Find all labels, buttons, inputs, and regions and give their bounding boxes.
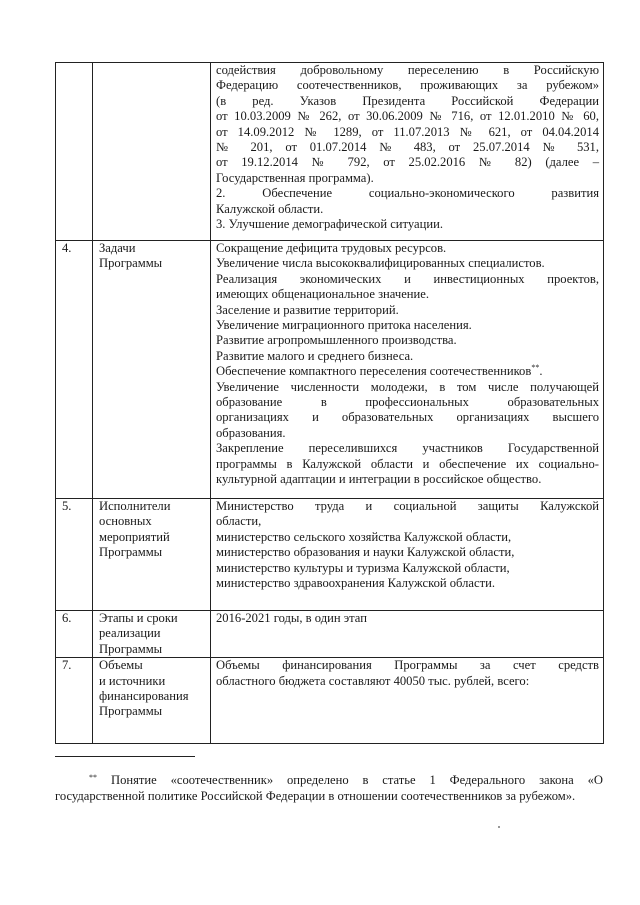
content-line (216, 349, 599, 364)
row-number: 6. (56, 611, 93, 658)
content-text: организациях и образовательных организациях высшего (216, 410, 599, 425)
row-content (211, 63, 604, 241)
content-text: министерство сельского хозяйства Калужской области, (216, 529, 512, 544)
content-line (216, 78, 599, 93)
content-line (216, 94, 599, 109)
content-text: Заселение и развитие территорий. (216, 302, 399, 317)
row-label (93, 611, 211, 658)
content-text: от 10.03.2009 № 262, от 30.06.2009 № 716, от 12.01.2010 № 60, (216, 109, 599, 124)
program-passport-table (55, 62, 604, 744)
content-line (216, 395, 599, 410)
content-text: Увеличение численности молодежи, в том числе получающей (216, 379, 599, 394)
row-number: 4. (56, 241, 93, 499)
content-text: Объемы финансирования Программы за счет средств (216, 658, 599, 673)
row-label-line: Программы (99, 256, 163, 271)
content-line (216, 186, 599, 201)
content-line (216, 514, 599, 529)
content-text: от 19.12.2014 № 792, от 25.02.2016 № 82) (далее – (216, 155, 599, 170)
content-text: министерство здравоохранения Калужской области. (216, 576, 496, 591)
content-text: № 201, от 01.07.2014 № 483, от 25.07.2014 № 531, (216, 140, 599, 155)
content-text: образование в профессиональных образовательных (216, 395, 599, 410)
content-line (216, 530, 599, 545)
content-text: Развитие малого и среднего бизнеса. (216, 348, 414, 363)
content-text: министерство образования и науки Калужской области, (216, 545, 515, 560)
content-text: Государственная программа). (216, 170, 374, 185)
content-text: содействия добровольному переселению в Российскую (216, 63, 599, 77)
content-text: Обеспечение компактного переселения соотечественников (216, 364, 532, 379)
footnote-mark: ** (89, 773, 97, 782)
content-line (216, 545, 599, 560)
content-text: областного бюджета составляют 40050 тыс. рублей, всего: (216, 673, 530, 688)
row-label-line: Этапы и сроки (99, 611, 178, 625)
row-label (93, 63, 211, 241)
content-line (216, 202, 599, 217)
content-line (216, 576, 599, 591)
content-text: (в ред. Указов Президента Российской Федерации (216, 93, 599, 108)
table-row (56, 241, 604, 499)
content-text: от 14.09.2012 № 1289, от 11.07.2013 № 621, от 04.04.2014 (216, 124, 599, 139)
content-text: Министерство труда и социальной защиты Калужской (216, 499, 599, 513)
content-text: Реализация экономических и инвестиционных проектов, (216, 271, 599, 286)
content-line (216, 410, 599, 425)
footnote-separator (55, 756, 195, 757)
content-text: Закрепление переселившихся участников Государственной (216, 441, 599, 456)
content-line (216, 364, 599, 379)
row-label-line: финансирования (99, 689, 189, 704)
content-text: программы в Калужской области и обеспечение их социально- (216, 456, 599, 471)
row-label-line: мероприятий (99, 529, 170, 544)
content-line (216, 63, 599, 78)
table-row (56, 611, 604, 658)
row-label-line: основных (99, 514, 152, 529)
row-label (93, 241, 211, 499)
footnote-reference: ** (531, 364, 540, 373)
row-number: 7. (56, 658, 93, 744)
row-number (56, 63, 93, 241)
content-line (216, 140, 599, 155)
content-line (216, 272, 599, 287)
content-text: имеющих общенациональное значение. (216, 287, 430, 302)
content-line (216, 318, 599, 333)
row-content (211, 499, 604, 611)
row-label-line: Задачи (99, 241, 136, 255)
row-label (93, 499, 211, 611)
table-row (56, 499, 604, 611)
content-text: Федерацию соотечественников, проживающих за рубежом» (216, 78, 599, 93)
row-label-line: и источники (99, 673, 166, 688)
content-line (216, 109, 599, 124)
content-text-tail: . (539, 364, 543, 379)
content-line (216, 171, 599, 186)
content-text: образования. (216, 425, 286, 440)
footnote-text: Понятие «соотечественник» определено в статье 1 Федерального закона «О государственной политике Российской Федерации в отношении соотечественников за рубежом». (55, 773, 603, 803)
content-line (216, 217, 599, 232)
content-line (216, 472, 599, 487)
content-line (216, 241, 599, 256)
content-line (216, 611, 599, 626)
content-text: Увеличение миграционного притока населения. (216, 318, 472, 333)
content-text: 2. Обеспечение социально-экономического развития (216, 186, 599, 201)
content-text: 2016-2021 годы, в один этап (216, 611, 367, 625)
content-line (216, 441, 599, 456)
row-number: 5. (56, 499, 93, 611)
content-line (216, 499, 599, 514)
row-label (93, 658, 211, 744)
row-content (211, 241, 604, 499)
content-line (216, 426, 599, 441)
content-line (216, 457, 599, 472)
content-line (216, 287, 599, 302)
content-text: Сокращение дефицита трудовых ресурсов. (216, 241, 447, 255)
table-row (56, 658, 604, 744)
content-text: министерство культуры и туризма Калужской области, (216, 560, 510, 575)
row-label-line: Программы (99, 641, 163, 656)
content-line (216, 155, 599, 170)
row-label-line: Объемы (99, 658, 143, 673)
content-line (216, 561, 599, 576)
content-text: Увеличение числа высококвалифицированных специалистов. (216, 256, 545, 271)
content-line (216, 658, 599, 673)
content-text: культурной адаптации и интеграции в российское общество. (216, 472, 542, 487)
row-content (211, 658, 604, 744)
content-text: области, (216, 514, 262, 529)
content-line (216, 674, 599, 689)
content-line (216, 256, 599, 271)
content-line (216, 125, 599, 140)
content-text: Калужской области. (216, 201, 324, 216)
footnote (55, 773, 603, 804)
row-label-line: Программы (99, 545, 163, 560)
table-row (56, 63, 604, 241)
content-text: Развитие агропромышленного производства. (216, 333, 457, 348)
row-label-line: реализации (99, 626, 161, 641)
scan-speck (498, 826, 500, 828)
content-line (216, 380, 599, 395)
row-label-line: Исполнители (99, 499, 171, 513)
content-text: 3. Улучшение демографической ситуации. (216, 217, 443, 232)
content-line (216, 333, 599, 348)
row-label-line: Программы (99, 704, 163, 719)
row-content (211, 611, 604, 658)
content-line (216, 303, 599, 318)
